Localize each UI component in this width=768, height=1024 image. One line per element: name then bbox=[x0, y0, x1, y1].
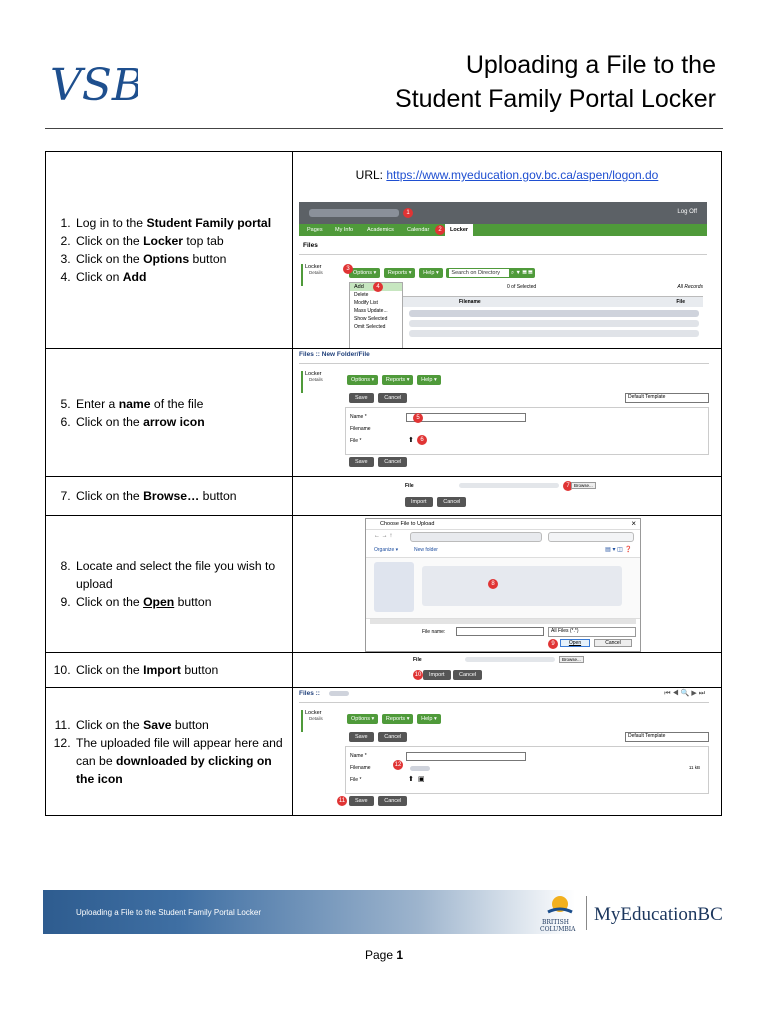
svg-text:COLUMBIA: COLUMBIA bbox=[540, 926, 576, 933]
tab-locker[interactable]: Locker bbox=[445, 224, 473, 236]
name-label: Name * bbox=[350, 414, 367, 420]
footer-text: Uploading a File to the Student Family Portal Locker bbox=[76, 908, 261, 917]
step-11: 11. Click on the Save button bbox=[74, 716, 292, 734]
view-icons[interactable]: ▤ ▾ ◫ ❓ bbox=[605, 547, 632, 553]
portal-tabs bbox=[299, 224, 707, 236]
step-row-5 bbox=[46, 653, 722, 688]
save-button[interactable]: Save bbox=[349, 732, 374, 742]
files-table-header bbox=[403, 296, 703, 307]
form-buttons-top bbox=[349, 393, 410, 403]
selection-count: 0 of Selected bbox=[507, 284, 537, 290]
screenshot-cell bbox=[293, 349, 722, 477]
template-select[interactable]: Default Template bbox=[625, 393, 709, 403]
title-line-1: Uploading a File to the bbox=[465, 51, 716, 79]
save-button[interactable]: Save bbox=[349, 393, 374, 403]
browse-button[interactable]: Browse... bbox=[559, 656, 584, 663]
svg-text:BRITISH: BRITISH bbox=[542, 919, 570, 926]
marker-8: 8 bbox=[488, 579, 498, 589]
step-3: 3. Click on the Options button bbox=[74, 250, 292, 268]
toolbar bbox=[347, 714, 443, 724]
file-dialog-screenshot bbox=[365, 518, 641, 652]
file-name-input[interactable] bbox=[456, 627, 544, 636]
file-form: Name * Filename 11 kB File * ⬆ ▣ bbox=[345, 746, 709, 794]
marker-4: 4 bbox=[373, 282, 383, 292]
cancel-button[interactable]: Cancel bbox=[378, 457, 407, 467]
dialog-title: Choose File to Upload bbox=[380, 521, 435, 527]
open-button[interactable]: Open bbox=[560, 639, 590, 647]
reports-button[interactable]: Reports ▾ bbox=[382, 375, 414, 385]
browse-screenshot: File 7 Browse... Import Cancel bbox=[403, 479, 599, 513]
col-filename: Filename bbox=[459, 299, 481, 305]
help-button[interactable]: Help ▾ bbox=[417, 714, 441, 724]
cancel-button[interactable]: Cancel bbox=[453, 670, 482, 680]
col-file: File bbox=[676, 299, 685, 305]
marker-6: 6 bbox=[417, 435, 427, 445]
cancel-button[interactable]: Cancel bbox=[378, 393, 407, 403]
locker-side-nav[interactable]: Locker Details bbox=[301, 710, 341, 732]
dialog-cancel-button[interactable]: Cancel bbox=[594, 639, 632, 647]
form-buttons-top bbox=[349, 732, 410, 742]
breadcrumb: Files :: New Folder/File bbox=[299, 351, 370, 358]
steps-table bbox=[45, 151, 722, 816]
record-nav-icons[interactable]: ⏮ ◀ 🔍 ▶ ⏭ bbox=[664, 690, 705, 697]
marker-11: 11 bbox=[338, 798, 346, 804]
locker-side-nav[interactable]: Locker Details bbox=[301, 371, 341, 393]
step-4: 4. Click on Add bbox=[74, 268, 292, 286]
portal-url-link[interactable]: https://www.myeducation.gov.bc.ca/aspen/logon.do bbox=[386, 168, 659, 182]
instructions-cell bbox=[46, 688, 293, 816]
cancel-button[interactable]: Cancel bbox=[378, 732, 407, 742]
menu-item-delete[interactable]: Delete bbox=[354, 292, 369, 298]
instructions-cell bbox=[46, 349, 293, 477]
upload-arrow-icon[interactable]: ⬆ bbox=[408, 776, 414, 783]
marker-12: 12 bbox=[394, 762, 402, 768]
step-row-3 bbox=[46, 477, 722, 516]
upload-arrow-icon[interactable]: ⬆ bbox=[408, 437, 414, 444]
horizontal-scrollbar[interactable] bbox=[370, 619, 636, 624]
cancel-button[interactable]: Cancel bbox=[378, 796, 407, 806]
screenshot-cell bbox=[293, 152, 722, 349]
marker-5: 5 bbox=[413, 413, 423, 423]
vsb-logo-text: VSB bbox=[50, 60, 138, 111]
locker-side-nav[interactable]: Locker Details bbox=[301, 264, 341, 286]
tab-pages[interactable]: Pages bbox=[307, 227, 323, 233]
step-row-6 bbox=[46, 688, 722, 816]
file-type-filter[interactable]: All Files (*.*) bbox=[548, 627, 636, 637]
instructions-cell bbox=[46, 477, 293, 516]
file-name-label: File name: bbox=[422, 629, 446, 635]
filename-label: Filename bbox=[350, 426, 371, 432]
step-row-4 bbox=[46, 516, 722, 653]
step-12: 12. The uploaded file will appear here and can be downloaded by clicking on the icon bbox=[74, 734, 292, 788]
save-button[interactable]: Save bbox=[349, 457, 374, 467]
menu-item-show-selected[interactable]: Show Selected bbox=[354, 316, 388, 322]
marker-1: 1 bbox=[403, 208, 413, 218]
marker-10: 10 bbox=[414, 672, 422, 678]
name-input[interactable] bbox=[406, 413, 526, 422]
search-bar[interactable]: Search on Directory ⌕ ▼ ▦ ▦ bbox=[446, 268, 535, 278]
reports-button[interactable]: Reports ▾ bbox=[382, 714, 414, 724]
step-7: 7. Click on the Browse… button bbox=[74, 487, 292, 505]
screenshot-cell bbox=[293, 477, 722, 516]
url-line: URL: https://www.myeducation.gov.bc.ca/aspen/logon.do bbox=[355, 168, 659, 182]
bc-government-logo bbox=[538, 890, 598, 934]
import-button[interactable]: Import bbox=[405, 497, 433, 507]
toolbar bbox=[349, 268, 537, 278]
options-menu bbox=[349, 282, 403, 349]
breadcrumb: Files :: bbox=[299, 690, 320, 697]
save-button[interactable]: Save bbox=[349, 796, 374, 806]
new-folder-button[interactable]: New folder bbox=[414, 547, 438, 553]
marker-7: 7 bbox=[563, 481, 573, 491]
header-divider bbox=[45, 128, 723, 129]
browse-button[interactable]: Browse... bbox=[571, 482, 596, 489]
instructions-cell bbox=[46, 516, 293, 653]
tab-academics[interactable]: Academics bbox=[367, 227, 394, 233]
saved-file-screenshot bbox=[299, 690, 709, 814]
options-button[interactable]: Options ▾ bbox=[347, 714, 378, 724]
title-line-2: Student Family Portal Locker bbox=[395, 85, 716, 113]
download-file-icon[interactable]: ▣ bbox=[418, 776, 425, 783]
vsb-logo bbox=[48, 40, 138, 120]
footer-separator bbox=[586, 896, 587, 930]
form-buttons-bottom bbox=[349, 457, 410, 467]
help-button[interactable]: Help ▾ bbox=[417, 375, 441, 385]
document-title bbox=[395, 48, 716, 116]
help-button[interactable]: Help ▾ bbox=[419, 268, 443, 278]
file-size: 11 kB bbox=[688, 765, 700, 770]
myeducation-brand: MyEducationBC bbox=[594, 904, 723, 925]
step-5: 5. Enter a name of the file bbox=[74, 395, 292, 413]
options-button[interactable]: Options ▾ bbox=[347, 375, 378, 385]
tab-my-info[interactable]: My Info bbox=[335, 227, 354, 233]
step-8: 8. Locate and select the file you wish to upload bbox=[74, 557, 292, 593]
tab-calendar[interactable]: Calendar bbox=[407, 227, 430, 233]
step-row-2 bbox=[46, 349, 722, 477]
file-label: File * bbox=[350, 438, 362, 444]
form-buttons-bottom bbox=[349, 796, 410, 806]
screenshot-cell bbox=[293, 653, 722, 688]
files-heading: Files bbox=[303, 242, 318, 249]
screenshot-cell bbox=[293, 688, 722, 816]
import-button[interactable]: Import bbox=[423, 670, 451, 680]
step-9: 9. Click on the Open button bbox=[74, 593, 292, 611]
marker-9: 9 bbox=[548, 639, 558, 649]
new-file-screenshot bbox=[299, 351, 709, 475]
menu-item-omit-selected[interactable]: Omit Selected bbox=[354, 324, 386, 330]
marker-3: 3 bbox=[343, 264, 353, 274]
portal-topbar bbox=[299, 202, 707, 224]
menu-item-add[interactable]: Add bbox=[350, 283, 402, 291]
nav-arrows[interactable]: ← → ↑ bbox=[374, 533, 393, 539]
menu-item-mass-update[interactable]: Mass Update... bbox=[354, 308, 388, 314]
organize-menu[interactable]: Organize ▾ bbox=[374, 547, 399, 553]
template-select[interactable]: Default Template bbox=[625, 732, 709, 742]
menu-item-modify-list[interactable]: Modify List bbox=[354, 300, 378, 306]
logoff-link[interactable]: Log Off bbox=[677, 209, 697, 215]
page-number: Page 1 bbox=[364, 948, 404, 962]
reports-button[interactable]: Reports ▾ bbox=[384, 268, 416, 278]
instructions-cell bbox=[46, 653, 293, 688]
step-10: 10. Click on the Import button bbox=[74, 661, 292, 679]
toolbar bbox=[347, 375, 443, 385]
step-2: 2. Click on the Locker top tab bbox=[74, 232, 292, 250]
file-list[interactable] bbox=[366, 557, 640, 619]
options-button[interactable]: Options ▾ bbox=[349, 268, 380, 278]
step-row-1 bbox=[46, 152, 722, 349]
step-6: 6. Click on the arrow icon bbox=[74, 413, 292, 431]
cancel-button[interactable]: Cancel bbox=[437, 497, 466, 507]
file-form bbox=[345, 407, 709, 455]
screenshot-cell bbox=[293, 516, 722, 653]
instructions-cell bbox=[46, 152, 293, 349]
all-records-label: All Records bbox=[677, 284, 703, 290]
marker-2: 2 bbox=[435, 225, 445, 235]
name-input[interactable] bbox=[406, 752, 526, 761]
portal-screenshot bbox=[299, 202, 707, 348]
step-1: 1. Log in to the Student Family portal bbox=[74, 214, 292, 232]
close-icon[interactable]: × bbox=[631, 519, 636, 528]
import-screenshot: File Browse... 10 Import Cancel bbox=[411, 655, 593, 685]
